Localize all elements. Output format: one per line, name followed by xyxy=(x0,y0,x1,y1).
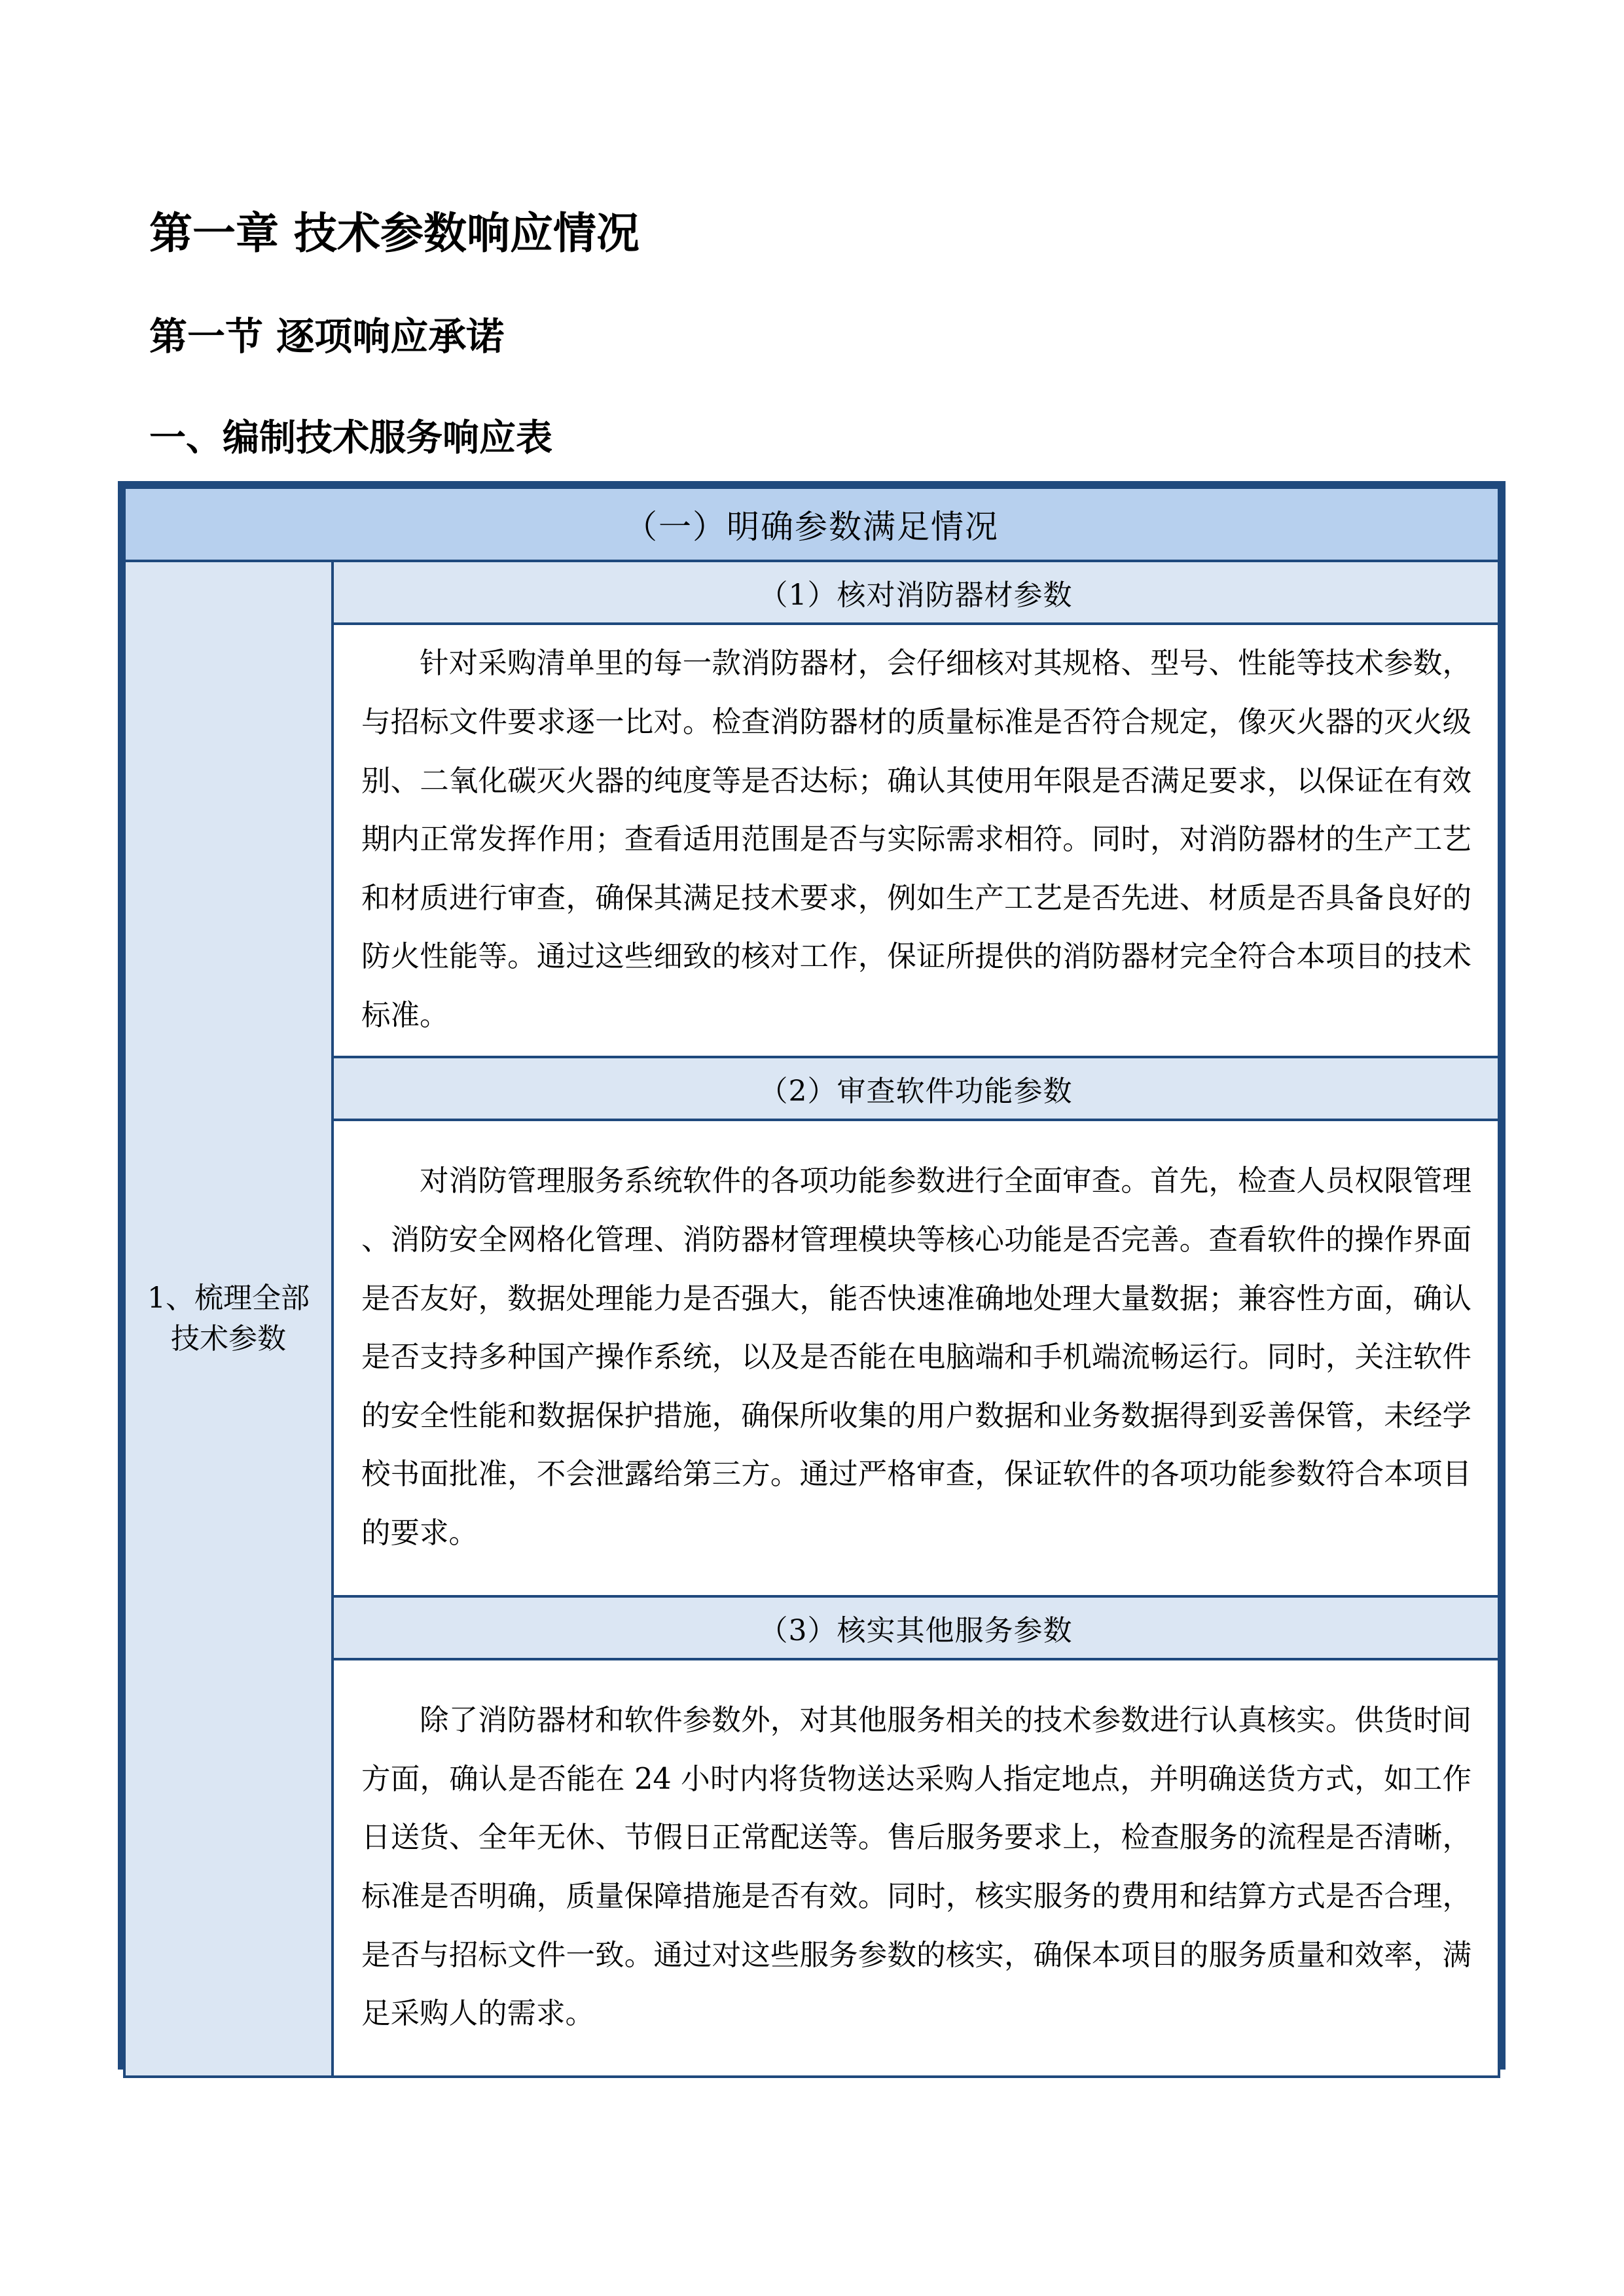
subsection-title: 一、编制技术服务响应表 xyxy=(149,417,552,459)
item-text-equipment: 针对采购清单里的每一款消防器材，会仔细核对其规格、型号、性能等技术参数，与招标文件要求逐一比对。检查消防器材的质量标准是否符合规定，像灭火器的灭火级别、二氧化碳灭火器的纯度等是否达标；确认其使用年限是否满足要求，以保证在有效期内正常发挥作用；查看适用范围是否与实际需求相符。同时，对消防器材的生产工艺和材质进行审查，确保其满足技术要求，例如生产工艺是否先进、材质是否具备良好的防火性能等。通过这些细致的核对工作，保证所提供的消防器材完全符合本项目的技术标准。 xyxy=(361,647,1471,1032)
item-body-software xyxy=(333,1120,1499,1596)
chapter-title: 第一章 技术参数响应情况 xyxy=(149,208,640,259)
table-title-row xyxy=(124,488,1499,561)
table-title: （一）明确参数满足情况 xyxy=(124,488,1499,561)
table-row xyxy=(124,561,1499,624)
category-label: 1、梳理全部技术参数 xyxy=(124,561,333,2077)
item-body-equipment xyxy=(333,624,1499,1057)
item-heading-software: （2）审查软件功能参数 xyxy=(333,1057,1499,1120)
item-heading-service: （3）核实其他服务参数 xyxy=(333,1596,1499,1659)
item-text-service: 除了消防器材和软件参数外，对其他服务相关的技术参数进行认真核实。供货时间方面，确认是否能在 24 小时内将货物送达采购人指定地点，并明确送货方式，如工作日送货、全年无休、节假日正常配送等。售后服务要求上，检查服务的流程是否清晰，标准是否明确，质量保障措施是否有效。同时，核实服务的费用和结算方式是否合理，是否与招标文件一致。通过对这些服务参数的核实，确保本项目的服务质量和效率，满足采购人的需求。 xyxy=(361,1704,1471,2031)
response-table xyxy=(118,481,1506,2070)
item-body-service xyxy=(333,1659,1499,2077)
item-text-software: 对消防管理服务系统软件的各项功能参数进行全面审查。首先，检查人员权限管理、消防安全网格化管理、消防器材管理模块等核心功能是否完善。查看软件的操作界面是否友好，数据处理能力是否强大，能否快速准确地处理大量数据；兼容性方面，确认是否支持多种国产操作系统，以及是否能在电脑端和手机端流畅运行。同时，关注软件的安全性能和数据保护措施，确保所收集的用户数据和业务数据得到妥善保管，未经学校书面批准，不会泄露给第三方。通过严格审查，保证软件的各项功能参数符合本项目的要求。 xyxy=(361,1164,1471,1550)
section-title: 第一节 逐项响应承诺 xyxy=(149,314,505,359)
item-heading-equipment: （1）核对消防器材参数 xyxy=(333,561,1499,624)
